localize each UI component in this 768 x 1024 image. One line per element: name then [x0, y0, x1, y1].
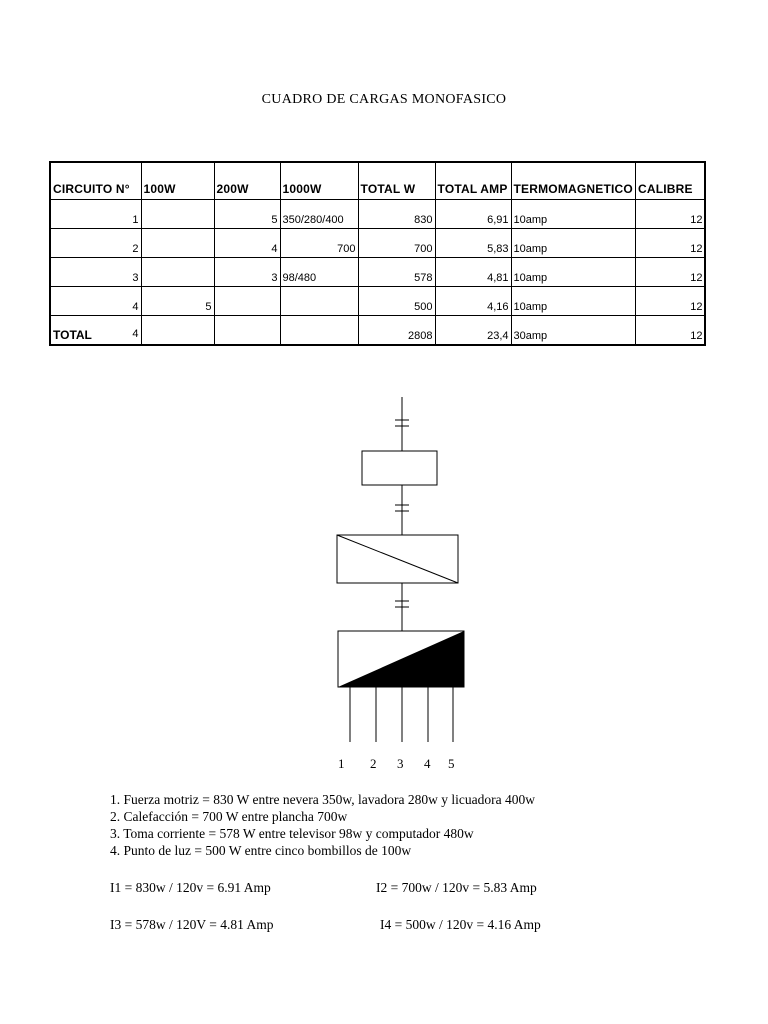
cell-termomagnetico: 10amp	[511, 258, 635, 287]
cell-termomagnetico: 10amp	[511, 287, 635, 316]
output-label-5: 5	[448, 756, 455, 771]
header-100w: 100W	[141, 162, 214, 200]
cell-total-amp: 5,83	[435, 229, 511, 258]
cell-calibre: 12	[635, 287, 705, 316]
calc-i4: I4 = 500w / 120v = 4.16 Amp	[380, 917, 541, 932]
output-label-1: 1	[338, 756, 345, 771]
cell-1000w: 98/480	[280, 258, 358, 287]
cell-termomagnetico: 30amp	[511, 316, 635, 346]
header-termomagnetico: TERMOMAGNETICO	[511, 162, 635, 200]
cell-1000w: 700	[280, 229, 358, 258]
output-label-4: 4	[424, 756, 431, 771]
circuit-notes	[110, 791, 535, 859]
output-label-3: 3	[397, 756, 404, 771]
cell-circuito: 3	[50, 258, 141, 287]
total-label: TOTAL	[53, 328, 92, 342]
cell-total-w: 500	[358, 287, 435, 316]
cell-calibre: 12	[635, 229, 705, 258]
breaker-diagonal	[337, 535, 458, 583]
cell-total-w: 578	[358, 258, 435, 287]
total-circuito: 4	[132, 328, 139, 340]
header-1000w: 1000W	[280, 162, 358, 200]
header-total-amp: TOTAL AMP	[435, 162, 511, 200]
note-item: 1. Fuerza motriz = 830 W entre nevera 350w, lavadora 280w y licuadora 400w	[110, 792, 535, 807]
calc-i2: I2 = 700w / 120v = 5.83 Amp	[376, 880, 537, 895]
header-total-w: TOTAL W	[358, 162, 435, 200]
cell-circuito: 1	[50, 200, 141, 229]
page-title: CUADRO DE CARGAS MONOFASICO	[261, 92, 507, 107]
cell-circuito: 2	[50, 229, 141, 258]
panel-fill	[338, 631, 464, 687]
meter-box	[362, 451, 437, 485]
cell-calibre: 12	[635, 258, 705, 287]
cell-total-w: 700	[358, 229, 435, 258]
note-item: 3. Toma corriente = 578 W entre televisor 98w y computador 480w	[110, 826, 474, 841]
calc-i3: I3 = 578w / 120V = 4.81 Amp	[110, 917, 274, 932]
cell-termomagnetico: 10amp	[511, 229, 635, 258]
calc-i1: I1 = 830w / 120v = 6.91 Amp	[110, 880, 271, 895]
output-label-2: 2	[370, 756, 377, 771]
cell-calibre: 12	[635, 200, 705, 229]
header-200w: 200W	[214, 162, 280, 200]
cell-circuito: 4	[50, 287, 141, 316]
cell-200w: 5	[214, 200, 280, 229]
cell-termomagnetico: 10amp	[511, 200, 635, 229]
cell-total-w: 830	[358, 200, 435, 229]
cell-total-w: 2808	[358, 316, 435, 346]
cell-total-amp: 4,16	[435, 287, 511, 316]
cell-200w: 4	[214, 229, 280, 258]
cell-calibre: 12	[635, 316, 705, 346]
header-circuito: CIRCUITO N°	[50, 162, 141, 200]
cell-total-amp: 23,4	[435, 316, 511, 346]
note-item: 4. Punto de luz = 500 W entre cinco bombillos de 100w	[110, 843, 412, 858]
cell-total-amp: 4,81	[435, 258, 511, 287]
note-item: 2. Calefacción = 700 W entre plancha 700w	[110, 809, 348, 824]
cell-1000w: 350/280/400	[280, 200, 358, 229]
header-calibre: CALIBRE	[635, 162, 705, 200]
cell-total-amp: 6,91	[435, 200, 511, 229]
cell-100w: 5	[141, 287, 214, 316]
cell-200w: 3	[214, 258, 280, 287]
